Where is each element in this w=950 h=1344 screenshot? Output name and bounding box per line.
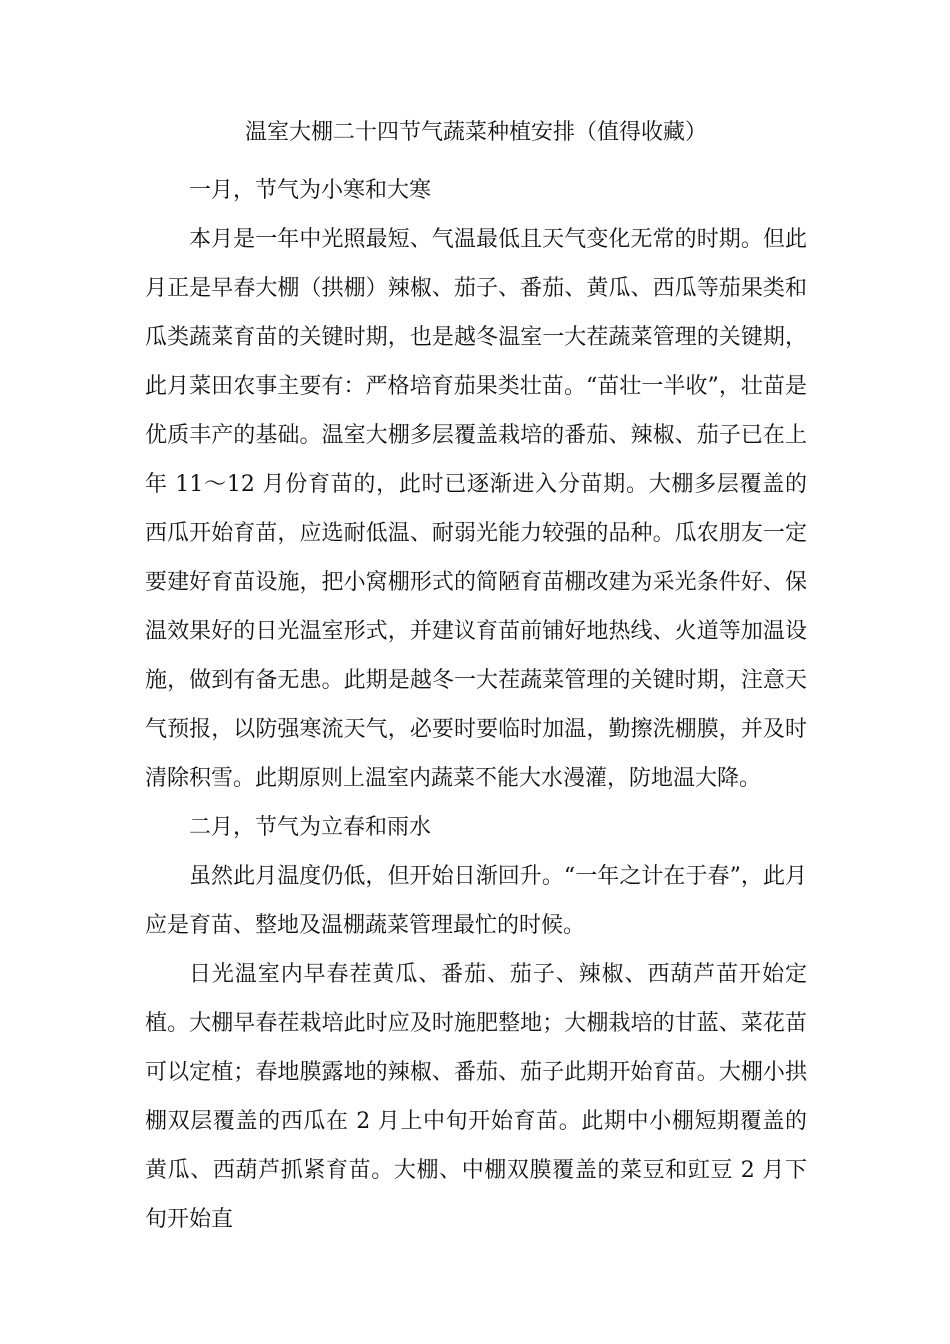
section-heading-january: 一月，节气为小寒和大寒 — [189, 178, 432, 203]
paragraph-february-1: 虽然此月温度仍低，但开始日渐回升。“一年之计在于春”，此月应是育苗、整地及温棚蔬菜管理最忙的时候。 — [145, 864, 807, 938]
paragraph-february-2: 日光温室内早春茬黄瓜、番茄、茄子、辣椒、西葫芦苗开始定植。大棚早春茬栽培此时应及时施肥整地；大棚栽培的甘蓝、菜花苗可以定植；春地膜露地的辣椒、番茄、茄子此期开始育苗。大棚小拱棚双层覆盖的西瓜在 2 月上中旬开始育苗。此期中小棚短期覆盖的黄瓜、西葫芦抓紧育苗。大棚、中棚双膜覆盖的菜豆和豇豆 2 月下旬开始直 — [145, 962, 807, 1232]
section-heading-february: 二月，节气为立春和雨水 — [189, 815, 432, 840]
document-title: 温室大棚二十四节气蔬菜种植安排（值得收藏） — [244, 120, 707, 145]
paragraph-january: 本月是一年中光照最短、气温最低且天气变化无常的时期。但此月正是早春大棚（拱棚）辣椒、茄子、番茄、黄瓜、西瓜等茄果类和瓜类蔬菜育苗的关键时期，也是越冬温室一大茬蔬菜管理的关键期，此月菜田农事主要有：严格培育茄果类壮苗。“苗壮一半收”，壮苗是优质丰产的基础。温室大棚多层覆盖栽培的番茄、辣椒、茄子已在上年 11～12 月份育苗的，此时已逐渐进入分苗期。大棚多层覆盖的西瓜开始育苗，应选耐低温、耐弱光能力较强的品种。瓜农朋友一定要建好育苗设施，把小窝棚形式的简陋育苗棚改建为采光条件好、保温效果好的日光温室形式，并建议育苗前铺好地热线、火道等加温设施，做到有备无患。此期是越冬一大茬蔬菜管理的关键时期，注意天气预报，以防强寒流天气，必要时要临时加温，勤擦洗棚膜，并及时清除积雪。此期原则上温室内蔬菜不能大水漫灌，防地温大降。 — [145, 227, 807, 791]
document-page — [145, 118, 807, 1244]
